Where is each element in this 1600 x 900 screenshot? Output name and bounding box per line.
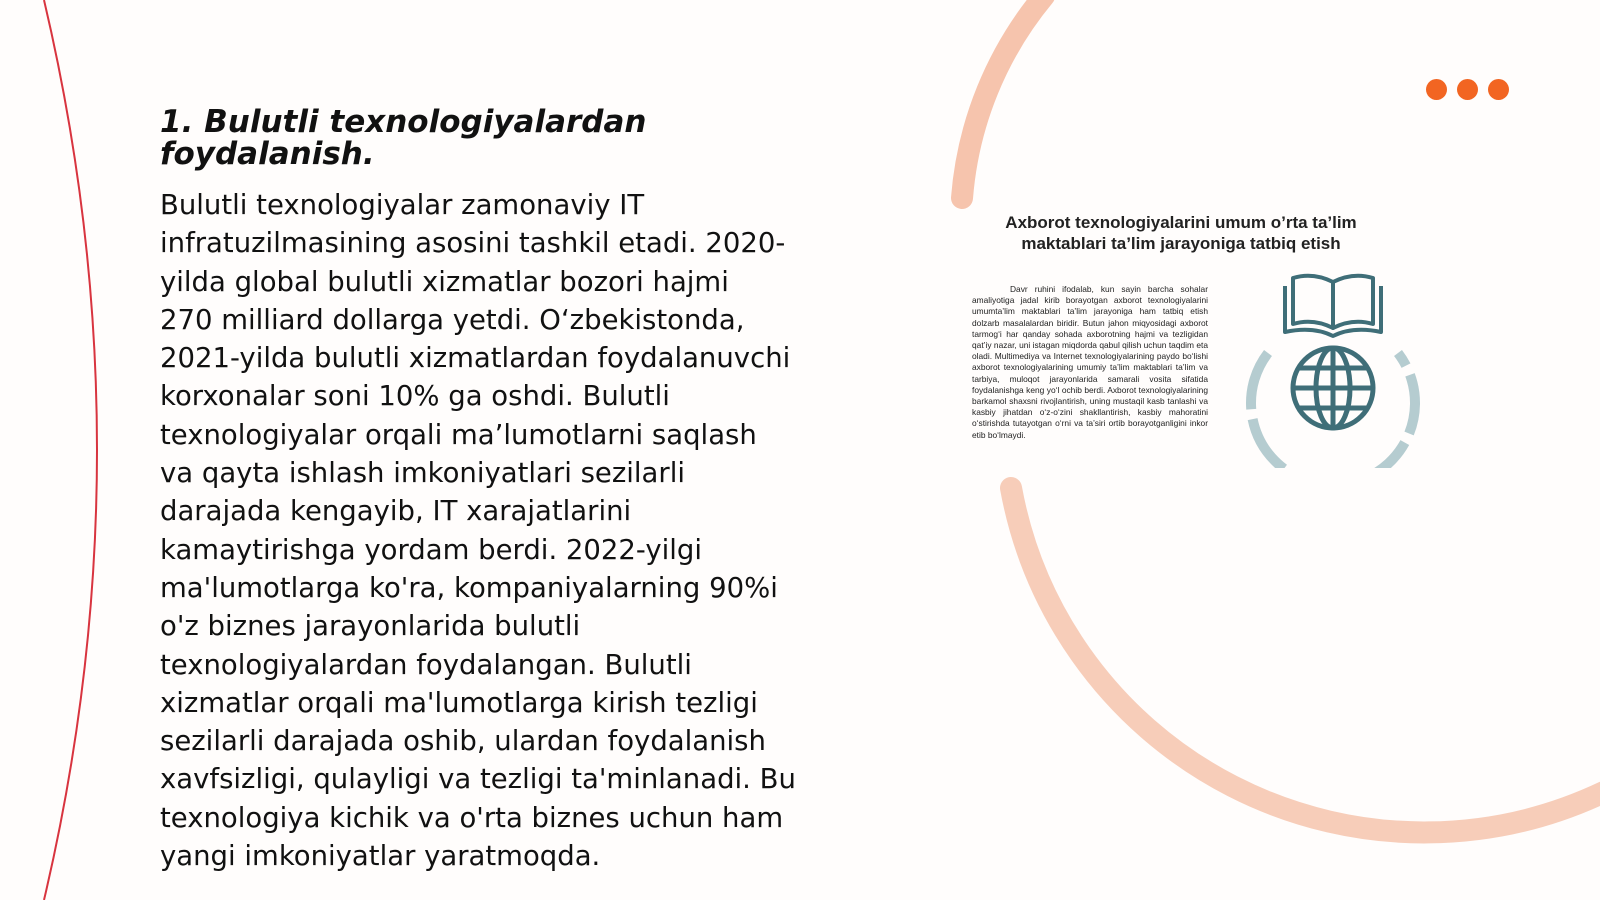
document-title: Axborot texnologiyalarini umum o’rta ta’lim maktablari ta’lim jarayoniga tatbiq etish xyxy=(1005,213,1357,253)
document-image xyxy=(966,200,1406,480)
dot-icon xyxy=(1488,79,1509,100)
book-globe-icon xyxy=(1238,268,1428,468)
left-divider-curve xyxy=(44,0,97,900)
dot-icon xyxy=(1426,79,1447,100)
decorative-arc-top xyxy=(962,0,1044,198)
document-paragraph: Davr ruhini ifodalab, kun sayin barcha sohalar amaliyotiga jadal kirib borayotgan axborot texnologiyalarini umumta’lim maktablari ta’lim jarayoniga ham tatbiq etish dolzarb masalalardan biridir. Butun jahon miqyosidagi axborot tarmog‘i har qanday sohada axborotning hajmi va tezligidan qat’iy nazar, uni istagan miqdorda qabul qilish uchun taqdim eta oladi. Multimediya va Internet texnologiyalarining paydo bo‘lishi axborot texnologiyalarining umumiy ta’lim maktablari ta’lim va tarbiya, muloqot jarayonlarida samarali vosita sifatida foydalanishga keng yo‘l ochib berdi. Axborot texnologiyalarining barkamol shaxsni rivojlantirish, uning mustaqil kasb tanlashi va kasbiy jihatdan o‘z-o‘zini shakllantirish, kasbiy mahoratini o‘stirishda tutayotgan o‘rni va ta’siri ortib borayotganligini inkor etib bo‘lmaydi. xyxy=(972,284,1208,440)
globe-icon xyxy=(1293,348,1373,428)
book-icon xyxy=(1285,276,1381,336)
slide-body-text: Bulutli texnologiyalar zamonaviy IT infratuzilmasining asosini tashkil etadi. 2020- yilda global bulutli xizmatlar bozori hajmi 270 milliard dollarga yetdi. O‘zbekistonda, 2021-yilda bulutli xizmatlardan foydalanuvchi korxonalar soni 10% ga oshdi. Bulutli texnologiyalar orqali ma’lumotlarni saqlash va qayta ishlash imkoniyatlari sezilarli darajada kengayib, IT xarajatlarini kamaytirishga yordam berdi. 2022-yilgi ma'lumotlarga ko'ra, kompaniyalarning 90%i o'z biznes jarayonlarida bulutli texnologiyalardan foydalangan. Bulutli xizmatlar orqali ma'lumotlarga kirish tezligi sezilarli darajada oshib, ulardan foydalanish xavfsizligi, qulayligi va tezligi ta'minlanadi. Bu texnologiya kichik va o'rta biznes uchun ham yangi imkoniyatlar yaratmoqda. xyxy=(160,189,796,873)
slide-title: 1. Bulutli texnologiyalardan foydalanish. xyxy=(160,104,647,172)
decorative-arc-bottom xyxy=(1011,488,1600,832)
dot-icon xyxy=(1457,79,1478,100)
slide-dots-icon xyxy=(1426,79,1509,100)
